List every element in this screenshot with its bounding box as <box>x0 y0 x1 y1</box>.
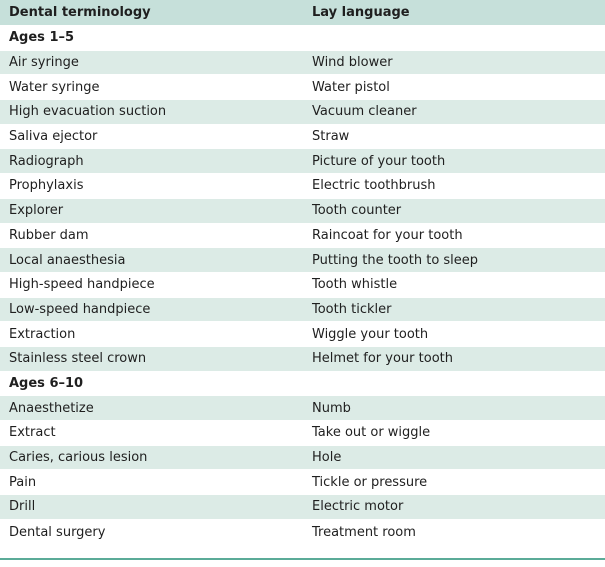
table-row <box>0 322 605 347</box>
lay-cell: Wiggle your tooth <box>312 326 429 342</box>
table-row <box>0 470 605 495</box>
section-heading-ages-1-5 <box>0 26 605 51</box>
lay-cell: Tooth counter <box>312 203 402 219</box>
term-cell: Rubber dam <box>9 227 89 243</box>
term-cell: Air syringe <box>9 55 79 71</box>
lay-cell: Picture of your tooth <box>312 153 446 169</box>
lay-cell: Water pistol <box>312 79 390 95</box>
term-cell: Extraction <box>9 326 76 342</box>
term-cell: Drill <box>9 499 36 515</box>
lay-cell: Tooth tickler <box>312 301 392 317</box>
term-cell: High-speed handpiece <box>9 277 155 293</box>
table-row <box>0 273 605 298</box>
lay-cell: Hole <box>312 450 342 466</box>
table-row <box>0 421 605 446</box>
lay-cell: Wind blower <box>312 55 393 71</box>
table-row <box>0 199 605 224</box>
lay-cell: Straw <box>312 129 350 145</box>
term-cell: Stainless steel crown <box>9 351 147 367</box>
term-cell: Local anaesthesia <box>9 252 126 268</box>
lay-cell: Vacuum cleaner <box>312 104 417 120</box>
lay-cell: Electric toothbrush <box>312 178 436 194</box>
table-row <box>0 446 605 471</box>
lay-cell: Take out or wiggle <box>312 425 431 441</box>
table-bottom-rule <box>0 558 605 560</box>
lay-cell: Electric motor <box>312 499 404 515</box>
section-title: Ages 6–10 <box>9 375 84 391</box>
section-heading-ages-6-10 <box>0 372 605 397</box>
term-cell: Dental surgery <box>9 524 106 540</box>
table-row <box>0 520 605 558</box>
lay-cell: Tooth whistle <box>312 277 398 293</box>
table-row <box>0 224 605 249</box>
lay-cell: Treatment room <box>312 524 416 540</box>
section-title: Ages 1–5 <box>9 30 75 46</box>
term-cell: Radiograph <box>9 153 84 169</box>
term-cell: Low-speed handpiece <box>9 301 151 317</box>
term-cell: High evacuation suction <box>9 104 167 120</box>
table-row <box>0 125 605 150</box>
lay-cell: Helmet for your tooth <box>312 351 453 367</box>
table-row <box>0 248 605 273</box>
term-cell: Prophylaxis <box>9 178 84 194</box>
table-row <box>0 149 605 174</box>
term-cell: Extract <box>9 425 56 441</box>
term-cell: Explorer <box>9 203 64 219</box>
header-lay-language: Lay language <box>312 5 410 20</box>
table-row <box>0 51 605 76</box>
lay-cell: Raincoat for your tooth <box>312 227 463 243</box>
term-cell: Saliva ejector <box>9 129 98 145</box>
table-row <box>0 495 605 520</box>
lay-cell: Putting the tooth to sleep <box>312 252 479 268</box>
table-row <box>0 347 605 372</box>
table-row <box>0 396 605 421</box>
table-header-row <box>0 0 605 26</box>
header-dental-terminology: Dental terminology <box>9 5 151 20</box>
table-row <box>0 174 605 199</box>
table-row <box>0 75 605 100</box>
term-cell: Water syringe <box>9 79 100 95</box>
table-row <box>0 298 605 323</box>
table-row <box>0 100 605 125</box>
term-cell: Anaesthetize <box>9 400 94 416</box>
lay-cell: Tickle or pressure <box>312 474 428 490</box>
term-cell: Caries, carious lesion <box>9 450 148 466</box>
lay-cell: Numb <box>312 400 351 416</box>
term-cell: Pain <box>9 474 37 490</box>
